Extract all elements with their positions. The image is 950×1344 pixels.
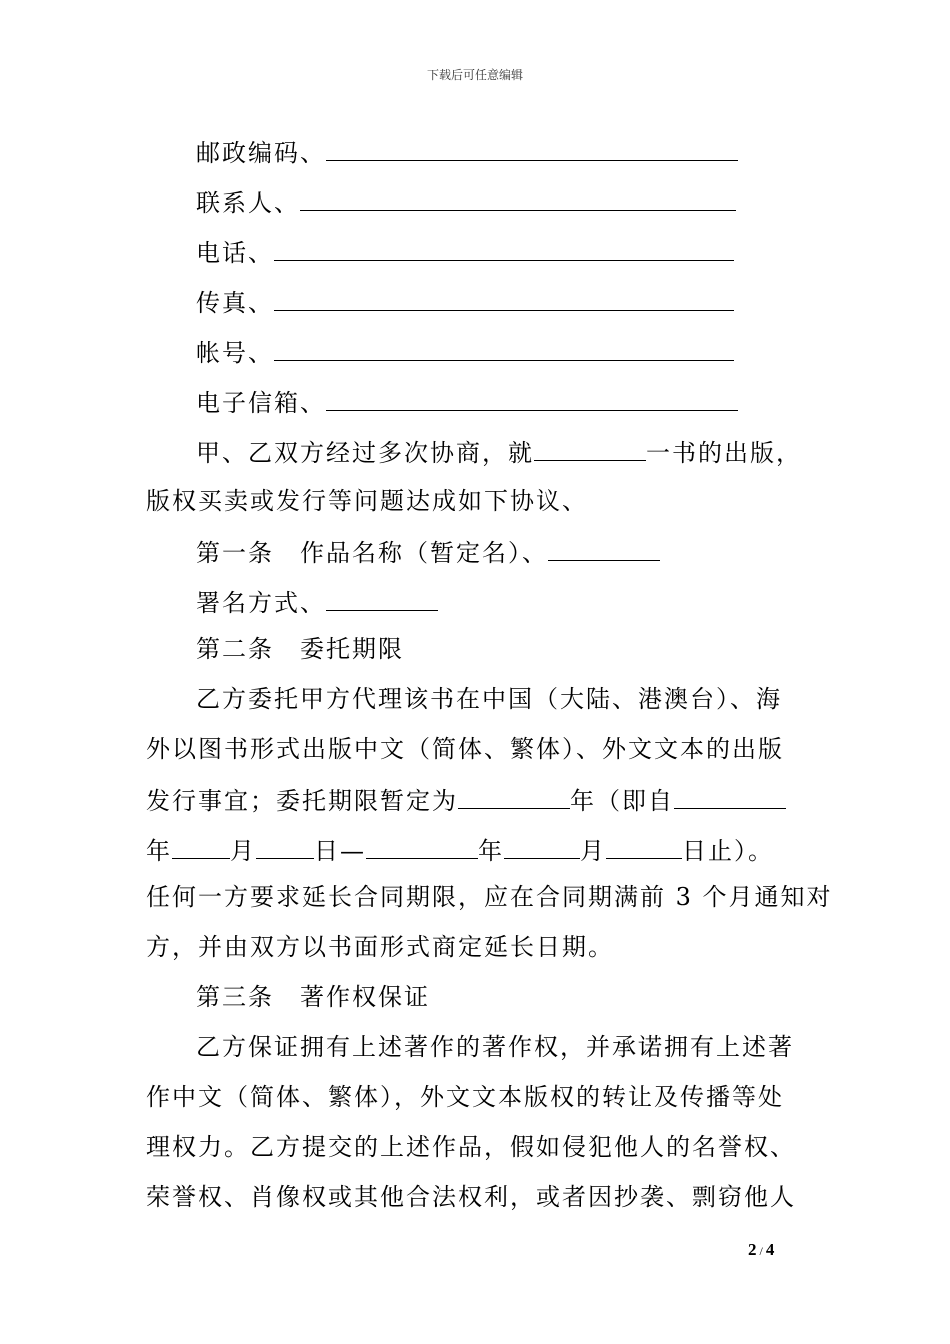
article-2-line-4: 年 月 日— 年 月 日止）。	[146, 834, 810, 866]
article-2-line-1: 乙方委托甲方代理该书在中国（大陆、港澳台）、海	[196, 685, 782, 713]
book-title-blank[interactable]	[534, 436, 646, 461]
intro-line-1: 甲、乙双方经过多次协商，就 一书的出版，	[196, 436, 860, 468]
term-years-blank[interactable]	[458, 784, 570, 809]
email-blank[interactable]	[326, 386, 738, 411]
article-2-line-3: 发行事宜；委托期限暂定为 年（即自	[146, 784, 810, 816]
article-3-line-1: 乙方保证拥有上述著作的著作权，并承诺拥有上述著	[196, 1033, 794, 1061]
fax-blank[interactable]	[274, 286, 734, 311]
article-2-line-6: 方，并由双方以书面形式商定延长日期。	[146, 933, 614, 961]
signature-method-blank[interactable]	[326, 586, 438, 611]
start-year-blank[interactable]	[674, 784, 786, 809]
work-name-blank[interactable]	[548, 536, 660, 561]
intro-line-2: 版权买卖或发行等问题达成如下协议、	[146, 487, 588, 515]
article-2-line-2: 外以图书形式出版中文（简体、繁体）、外文文本的出版	[146, 735, 784, 763]
article-1-title: 第一条 作品名称（暂定名）、	[196, 536, 860, 568]
email-field: 电子信箱、	[196, 386, 860, 418]
phone-blank[interactable]	[274, 236, 734, 261]
article-2-line-5: 任何一方要求延长合同期限，应在合同期满前 3 个月通知对	[146, 883, 833, 911]
postal-code-blank[interactable]	[326, 136, 738, 161]
end-year-blank[interactable]	[366, 834, 478, 859]
start-month-blank[interactable]	[172, 834, 230, 859]
fax-field: 传真、	[196, 286, 860, 318]
postal-code-field: 邮政编码、	[196, 136, 860, 168]
page-number: 2 / 4	[748, 1240, 775, 1259]
article-2-title: 第二条 委托期限	[196, 635, 404, 663]
end-month-blank[interactable]	[504, 834, 580, 859]
contact-person-blank[interactable]	[300, 186, 736, 211]
phone-field: 电话、	[196, 236, 860, 268]
article-3-line-2: 作中文（简体、繁体），外文文本版权的转让及传播等处	[146, 1083, 784, 1111]
end-day-blank[interactable]	[606, 834, 682, 859]
start-day-blank[interactable]	[256, 834, 314, 859]
account-blank[interactable]	[274, 336, 734, 361]
page-header: 下载后可任意编辑	[426, 68, 523, 82]
article-3-line-4: 荣誉权、肖像权或其他合法权利，或者因抄袭、剽窃他人	[146, 1183, 796, 1211]
article-3-title: 第三条 著作权保证	[196, 983, 430, 1011]
contact-person-field: 联系人、	[196, 186, 860, 218]
article-3-line-3: 理权力。乙方提交的上述作品，假如侵犯他人的名誉权、	[146, 1133, 796, 1161]
account-field: 帐号、	[196, 336, 860, 368]
signature-method: 署名方式、	[196, 586, 860, 618]
